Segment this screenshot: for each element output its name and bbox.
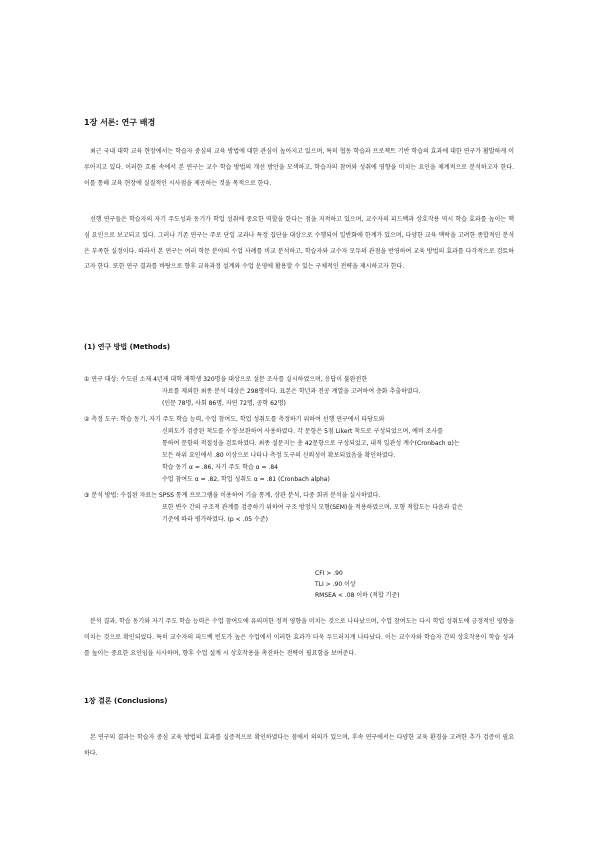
criteria-line: CFI > .90: [315, 570, 343, 577]
list-item-line: 모든 하위 요인에서 .80 이상으로 나타나 측정 도구의 신뢰성이 확보되었음을 확인하였다.: [162, 452, 396, 459]
paragraph-background: 최근 국내 대학 교육 현장에서는 학습자 중심의 교육 방법에 대한 관심이 높아지고 있으며, 특히 협동 학습과 프로젝트 기반 학습의 효과에 대한 연구가 활발하게 이루어지고 있다. 이러한 흐름 속에서 본 연구는 교수 학습 방법의 개선 방안을 모색하고, 학습자의 참여와 성취에 영향을 미치는 요인을 체계적으로 분석하고자 한다. 이를 통해 교육 현장에 실질적인 시사점을 제공하는 것을 목적으로 한다.: [84, 148, 514, 187]
list-item-line: 학습 동기 α = .86, 자기 주도 학습 α = .84: [162, 464, 278, 471]
list-item-line: (인문 78명, 사회 86명, 자연 72명, 공학 62명): [162, 400, 286, 407]
methods-list-item: [84, 374, 516, 410]
paragraph-prior-research: 선행 연구들은 학습자의 자기 주도성과 동기가 학업 성취에 중요한 역할을 한다는 점을 지적하고 있으며, 교수자의 피드백과 상호작용 역시 학습 효과를 높이는 핵심 요인으로 보고되고 있다. 그러나 기존 연구는 주로 단일 교과나 특정 집단을 대상으로 수행되어 일반화에 한계가 있으며, 다양한 교육 맥락을 고려한 종합적인 분석은 부족한 실정이다. 따라서 본 연구는 여러 학문 분야의 수업 사례를 비교 분석하고, 학습자와 교수자 모두의 관점을 반영하여 교육 방법의 효과를 다각적으로 검토하고자 한다. 또한 연구 결과를 바탕으로 향후 교육과정 설계와 수업 운영에 활용할 수 있는 구체적인 전략을 제시하고자 한다.: [84, 216, 514, 271]
list-item-line: 또한 변수 간의 구조적 관계를 검증하기 위하여 구조 방정식 모형(SEM)을 적용하였으며, 모형 적합도는 다음과 같은: [162, 504, 464, 511]
list-item-line: 통하여 문항의 적절성을 검토하였다. 최종 설문지는 총 42문항으로 구성되었고, 내적 일관성 계수(Cronbach α)는: [162, 440, 460, 447]
criteria-line: RMSEA < .08 이하 (적합 기준): [315, 592, 400, 599]
section-heading-intro: 1장 서론: 연구 배경: [84, 118, 156, 127]
list-item-line: 자료를 제외한 최종 분석 대상은 298명이다. 표본은 학년과 전공 계열을 고려하여 층화 추출하였다.: [162, 388, 421, 395]
list-item-head: ③ 분석 방법: 수집된 자료는 SPSS 통계 프로그램을 이용하여 기술 통계, 상관 분석, 다중 회귀 분석을 실시하였다.: [84, 492, 381, 499]
criteria-block: [315, 568, 400, 601]
paragraph-conclusion: 본 연구의 결과는 학습자 중심 교육 방법의 효과를 실증적으로 확인하였다는 점에서 의의가 있으며, 후속 연구에서는 다양한 교육 환경을 고려한 추가 검증이 필요하다.: [84, 734, 514, 757]
list-item-line: 신뢰도가 검증된 척도를 수정·보완하여 사용하였다. 각 문항은 5점 Likert 척도로 구성되었으며, 예비 조사를: [162, 428, 444, 435]
criteria-line: TLI > .90 이상: [315, 581, 356, 588]
methods-list: [84, 374, 516, 526]
methods-list-item: [84, 414, 516, 486]
methods-list-item: [84, 490, 516, 526]
list-item-line: 기준에 따라 평가하였다. (p < .05 수준): [162, 516, 268, 523]
paragraph-results: 분석 결과, 학습 동기와 자기 주도 학습 능력은 수업 참여도에 유의미한 정적 영향을 미치는 것으로 나타났으며, 수업 참여도는 다시 학업 성취도에 긍정적인 영향을 미치는 것으로 확인되었다. 특히 교수자의 피드백 빈도가 높은 수업에서 이러한 효과가 더욱 두드러지게 나타났다. 이는 교수자와 학습자 간의 상호작용이 학습 성과를 높이는 중요한 요인임을 시사하며, 향후 수업 설계 시 상호작용을 촉진하는 전략이 필요함을 보여준다.: [84, 618, 514, 657]
list-item-line: 수업 참여도 α = .82, 학업 성취도 α = .81 (Cronbach alpha): [162, 476, 330, 483]
list-item-head: ② 측정 도구: 학습 동기, 자기 주도 학습 능력, 수업 참여도, 학업 성취도를 측정하기 위하여 선행 연구에서 타당도와: [84, 416, 385, 423]
section-heading-conclusions: 1장 결론 (Conclusions): [84, 697, 168, 705]
section-heading-methods: (1) 연구 방법 (Methods): [84, 343, 171, 351]
list-item-head: ① 연구 대상: 수도권 소재 4년제 대학 재학생 320명을 대상으로 설문 조사를 실시하였으며, 응답이 불완전한: [84, 376, 368, 383]
